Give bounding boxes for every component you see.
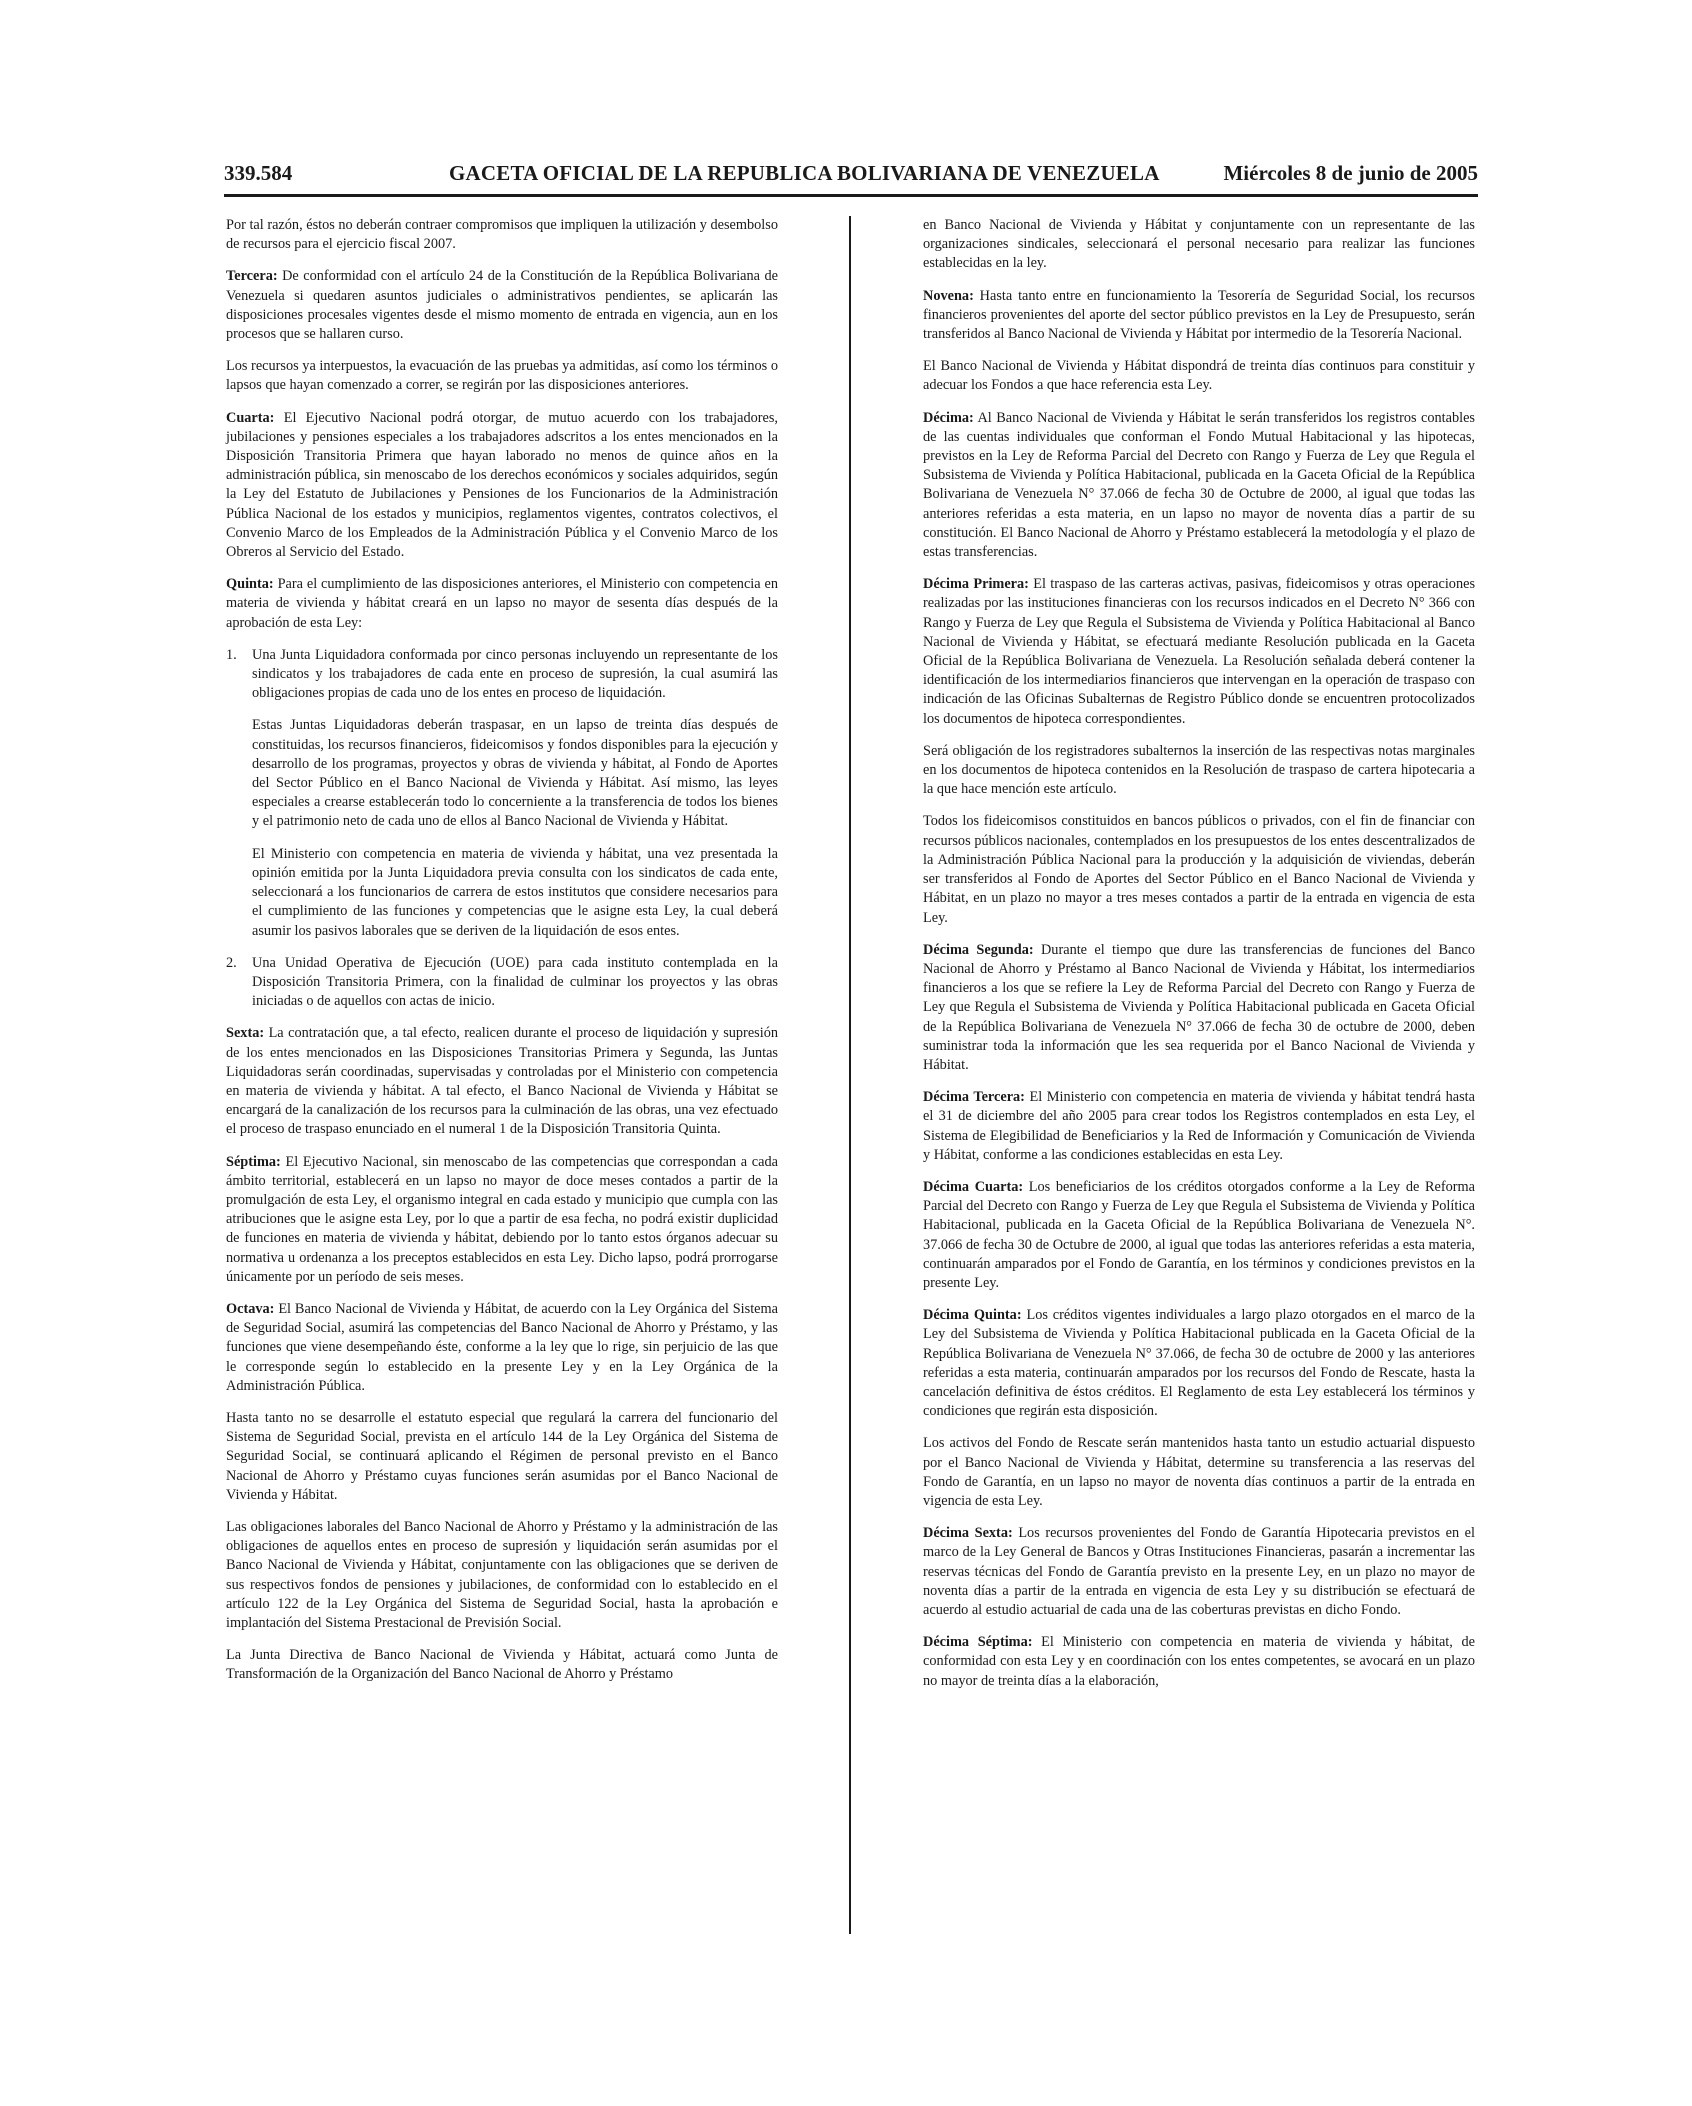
paragraph: La Junta Directiva de Banco Nacional de Vivienda y Hábitat, actuará como Junta de Transformación de la Organización del Banco Nacional de Ahorro y Préstamo [226,1647,778,1683]
paragraph: Hasta tanto no se desarrolle el estatuto especial que regulará la carrera del funcionario del Sistema de Seguridad Social, prevista en el artículo 144 de la Ley Orgánica del Sistema de Seguridad Social, se continuará aplicando el Régimen de personal previsto en el Banco Nacional de Ahorro y Préstamo cuyas funciones serán asumidas por el Banco Nacional de Vivienda y Hábitat. [226,1409,778,1503]
list-item [226,954,778,1012]
article-heading: Sexta: [226,1025,265,1042]
issue-date: Miércoles 8 de junio de 2005 [1223,161,1478,185]
article-text: Los beneficiarios de los créditos otorgados conforme a la Ley de Reforma Parcial del Decreto con Rango y Fuerza de Ley que Regula el Subsistema de Vivienda y Política Habitacional, publicada en la Gaceta Oficial de la República Bolivariana de Venezuela N°. 37.066 de fecha 30 de Octubre de 2000, al igual que todas las anteriores referidas a esta materia, continuarán amparados por el Fondo de Garantía, en los términos y condiciones previstos en la presente Ley. [923,1178,1475,1291]
paragraph: Los recursos ya interpuestos, la evacuación de las pruebas ya admitidas, así como los términos o lapsos que hayan comenzado a correr, se regirán por las disposiciones anteriores. [226,358,778,394]
article-text: Los créditos vigentes individuales a largo plazo otorgados en el marco de la Ley del Subsistema de Vivienda y Política Habitacional publicada en la Gaceta Oficial de la República Bolivariana de Venezuela N° 37.066, de fecha 30 de octubre de 2000 y las anteriores referidas a esta materia, continuarán amparados por los recursos del Fondo de Rescate, hasta la cancelación definitiva de éstos créditos. El Reglamento de esta Ley establecerá los términos y condiciones que regirán esta disposición. [923,1307,1475,1420]
list-number: 1. [226,646,237,663]
article-octava [226,1300,778,1396]
sub-paragraph: El Ministerio con competencia en materia de vivienda y hábitat, una vez presentada la opinión emitida por la Junta Liquidadora previa consulta con los sindicatos de cada ente, seleccionará a los funcionarios de carrera de estos institutos que considere necesarios para el cumplimiento de las funciones y competencias que le asigne esta Ley, la cual deberá asumir los pasivos laborales que se deriven de la liquidación de esos entes. [252,845,778,939]
gazette-title: GACETA OFICIAL DE LA REPUBLICA BOLIVARIANA DE VENEZUELA [449,161,1160,185]
article-decima-segunda [923,941,1475,1075]
page-number: 339.584 [224,161,293,185]
article-text: De conformidad con el artículo 24 de la Constitución de la República Bolivariana de Venezuela si quedaren asuntos judiciales o administrativos pendientes, se aplicarán las disposiciones procesales vigentes desde el mismo momento de entrada en vigencia, aun en los procesos que se hallaren curso. [226,268,778,343]
article-text: El traspaso de las carteras activas, pasivas, fideicomisos y otras operaciones realizadas por las instituciones financieras con los recursos indicados en el Decreto N° 366 con Rango y Fuerza de Ley que Regula el Subsistema de Vivienda y Política Habitacional al Banco Nacional de Vivienda y Hábitat, se efectuará mediante Resolución publicada en la Gaceta Oficial de la República Bolivariana de Venezuela. La Resolución señalada deberá contener la identificación de los intermediarios financieros que intervengan en la operación de traspaso con indicación de las Oficinas Subalternas de Registro Público donde se encuentren protocolizados los documentos de hipoteca correspondientes. [923,576,1476,727]
article-heading: Séptima: [226,1153,281,1170]
paragraph: Los activos del Fondo de Rescate serán mantenidos hasta tanto un estudio actuarial dispuesto por el Banco Nacional de Vivienda y Hábitat, determine su transferencia a las reservas del Fondo de Garantía, en un lapso no mayor de noventa días continuos a partir de la entrada en vigencia de esta Ley. [923,1435,1475,1509]
sub-paragraph: Estas Juntas Liquidadoras deberán traspasar, en un lapso de treinta días después de constituidas, los recursos financieros, fideicomisos y fondos disponibles para la ejecución y desarrollo de los programas, proyectos y obras de vivienda y hábitat, al Fondo de Aportes del Sector Público en el Banco Nacional de Vivienda y Hábitat. Así mismo, las leyes especiales a crearse establecerán todo lo concerniente a la transferencia de todos los bienes y el patrimonio neto de cada uno de ellos al Banco Nacional de Vivienda y Hábitat. [252,717,778,830]
article-heading: Décima: [923,409,974,426]
list-item [226,646,778,704]
article-text: El Banco Nacional de Vivienda y Hábitat, de acuerdo con la Ley Orgánica del Sistema de Seguridad Social, asumirá las competencias del Banco Nacional de Ahorro y Préstamo, y las funciones que viene desempeñando éste, conforme a la ley que lo rige, sin perjuicio de las que le corresponde según lo establecido en la presente Ley y en la Ley Orgánica de la Administración Pública. [226,1300,778,1394]
article-heading: Décima Segunda: [923,941,1034,958]
article-heading: Décima Cuarta: [923,1178,1024,1195]
column-divider [849,216,851,1934]
article-text: El Ministerio con competencia en materia de vivienda y hábitat tendrá hasta el 31 de diciembre del año 2005 para crear todos los Registros contemplados en esta Ley, el Sistema de Elegibilidad de Beneficiarios y la Red de Información y Comunicación de Vivienda y Hábitat, conforme a las condiciones establecidas en esta Ley. [923,1089,1476,1163]
article-sexta [226,1024,778,1139]
list-text: Una Junta Liquidadora conformada por cinco personas incluyendo un representante de los sindicatos y los trabajadores de cada ente en proceso de supresión, la cual asumirá las obligaciones propias de cada uno de los entes en proceso de liquidación. [252,646,778,702]
article-heading: Décima Quinta: [923,1307,1022,1324]
article-text: El Ejecutivo Nacional podrá otorgar, de mutuo acuerdo con los trabajadores, jubilaciones y pensiones especiales a los trabajadores adscritos a los entes mencionados en la Disposición Transitoria Primera que hayan laborado no menos de quince años en la administración pública, sin menoscabo de los derechos económicos y sociales adquiridos, según la Ley del Estatuto de Jubilaciones y Pensiones de los Funcionarios de la Administración Pública Nacional de los estados y municipios, reglamentos vigentes, contratos colectivos, el Convenio Marco de los Empleados de la Administración Pública y el Convenio Marco de los Obreros al Servicio del Estado. [226,409,779,561]
paragraph: Por tal razón, éstos no deberán contraer compromisos que impliquen la utilización y desembolso de recursos para el ejercicio fiscal 2007. [226,217,778,253]
article-text: Los recursos provenientes del Fondo de Garantía Hipotecaria previstos en el marco de la Ley General de Bancos y Otras Instituciones Financieras, pasarán a incrementar las reservas técnicas del Fondo de Garantía previsto en la presente Ley, en un plazo no mayor de noventa días a partir de la entrada en vigencia de esta Ley y su distribución se efectuará de acuerdo al estudio actuarial de cada una de las coberturas previstas en dicho Fondo. [923,1525,1475,1618]
article-septima [226,1153,778,1287]
article-text: Al Banco Nacional de Vivienda y Hábitat le serán transferidos los registros contables de las cuentas individuales que conforman el Fondo Mutual Habitacional y las hipotecas, previstos en la Ley de Reforma Parcial del Decreto con Rango y Fuerza de Ley que Regula el Subsistema de Vivienda y Política Habitacional, publicada en la Gaceta Oficial de la República Bolivariana de Venezuela N° 37.066 de fecha 30 de Octubre de 2000, al igual que todas las anteriores referidas a esta materia, en un lapso no mayor de noventa días a partir de su constitución. El Banco Nacional de Ahorro y Préstamo establecerá la metodología y el plazo de estas transferencias. [923,409,1475,561]
right-column [923,216,1475,1704]
article-text: La contratación que, a tal efecto, realicen durante el proceso de liquidación y supresión de los entes mencionados en las Disposiciones Transitorias Primera y Segunda, las Juntas Liquidadoras serán coordinadas, supervisadas y controladas por el Ministerio con competencia en materia de vivienda y hábitat. A tal efecto, el Banco Nacional de Vivienda y Hábitat se encargará de la canalización de los recursos para la culminación de las obras, una vez efectuado el proceso de traspaso enunciado en el numeral 1 de la Disposición Transitoria Quinta. [226,1025,778,1138]
article-decima-cuarta [923,1178,1475,1293]
article-heading: Octava: [226,1300,275,1317]
paragraph: Será obligación de los registradores subalternos la inserción de las respectivas notas marginales en los documentos de hipoteca contenidos en la Resolución de traspaso de cartera hipotecaria a la que hace mención este artículo. [923,742,1475,798]
article-text: El Ministerio con competencia en materia de vivienda y hábitat, de conformidad con esta Ley y en coordinación con los entes competentes, se avocará en un plazo no mayor de treinta días a la elaboración, [923,1634,1475,1689]
article-heading: Cuarta: [226,409,275,426]
article-decima-quinta [923,1306,1475,1421]
article-decima-septima [923,1633,1475,1691]
article-heading: Décima Séptima: [923,1634,1033,1651]
list-text: Una Unidad Operativa de Ejecución (UOE) para cada instituto contemplada en la Disposición Transitoria Primera, con la finalidad de culminar los proyectos y las obras iniciadas o de aquellos con actas de inicio. [252,954,778,1010]
article-cuarta [226,409,778,563]
article-heading: Quinta: [226,576,274,593]
article-text: Durante el tiempo que dure las transferencias de funciones del Banco Nacional de Ahorro y Préstamo al Banco Nacional de Vivienda y Hábitat, los intermediarios financieros a los que se refiere la Ley de Reforma Parcial del Decreto con Rango y Fuerza de Ley que Regula el Subsistema de Vivienda y Política Habitacional publicada en Gaceta Oficial de la República Bolivariana de Venezuela N° 37.066 de fecha 30 de octubre de 2000, deben suministrar toda la información que les sea requerida por el Banco Nacional de Vivienda y Hábitat. [923,941,1475,1073]
article-decima-primera [923,575,1475,729]
article-heading: Décima Tercera: [923,1089,1025,1106]
paragraph: Todos los fideicomisos constituidos en bancos públicos o privados, con el fin de financiar con recursos públicos nacionales, contemplados en los presupuestos de los entes descentralizados de la Administración Pública Nacional para la producción y la adquisición de viviendas, deberán ser transferidos al Fondo de Aportes del Sector Público en el Banco Nacional de Vivienda y Hábitat, en un plazo no mayor a tres meses contados a partir de la entrada en vigencia de esta Ley. [923,813,1475,926]
article-heading: Décima Sexta: [923,1525,1013,1542]
article-text: Hasta tanto entre en funcionamiento la Tesorería de Seguridad Social, los recursos financieros provenientes del aporte del sector público previstos en la Ley de Presupuesto, serán transferidos al Banco Nacional de Vivienda y Hábitat por intermedio de la Tesorería Nacional. [923,287,1475,343]
article-heading: Novena: [923,287,974,304]
article-decima-tercera [923,1088,1475,1165]
article-heading: Tercera: [226,268,278,285]
article-decima [923,409,1475,563]
article-decima-sexta [923,1524,1475,1620]
article-tercera [226,267,778,344]
masthead [224,160,1478,197]
paragraph: El Banco Nacional de Vivienda y Hábitat dispondrá de treinta días continuos para constituir y adecuar los Fondos a que hace referencia esta Ley. [923,358,1475,394]
article-text: Para el cumplimiento de las disposiciones anteriores, el Ministerio con competencia en materia de vivienda y hábitat creará en un lapso no mayor de sesenta días después de la aprobación de esta Ley: [226,576,778,631]
article-text: El Ejecutivo Nacional, sin menoscabo de las competencias que correspondan a cada ámbito territorial, establecerá en un lapso no mayor de doce meses contados a partir de la promulgación de esta Ley, el organismo integral en cada estado y municipio que cumpla con las atribuciones que le asigne esta Ley, por lo que a partir de esa fecha, no podrá existir duplicidad de funciones en materia de vivienda y hábitat, debiendo por lo tanto estos órganos adecuar su normativa u ordenanza a los preceptos establecidos en esta Ley. Dicho lapso, podrá prorrogarse únicamente por un período de seis meses. [226,1153,778,1285]
article-novena [923,287,1475,345]
left-column [226,216,778,1698]
paragraph: Las obligaciones laborales del Banco Nacional de Ahorro y Préstamo y la administración de las obligaciones de aquellos entes en proceso de supresión y liquidación serán asumidas por el Banco Nacional de Vivienda y Hábitat, conjuntamente con las obligaciones que se deriven de sus respectivos fondos de pensiones y jubilaciones, de conformidad con lo establecido en el artículo 122 de la Ley Orgánica del Sistema de Seguridad Social, hasta la aprobación e implantación del Sistema Prestacional de Previsión Social. [226,1518,778,1631]
paragraph: en Banco Nacional de Vivienda y Hábitat y conjuntamente con un representante de las organizaciones sindicales, seleccionará el personal necesario para realizar las funciones establecidas en la ley. [923,217,1475,272]
article-quinta [226,575,778,633]
article-heading: Décima Primera: [923,576,1029,593]
list-number: 2. [226,954,237,971]
